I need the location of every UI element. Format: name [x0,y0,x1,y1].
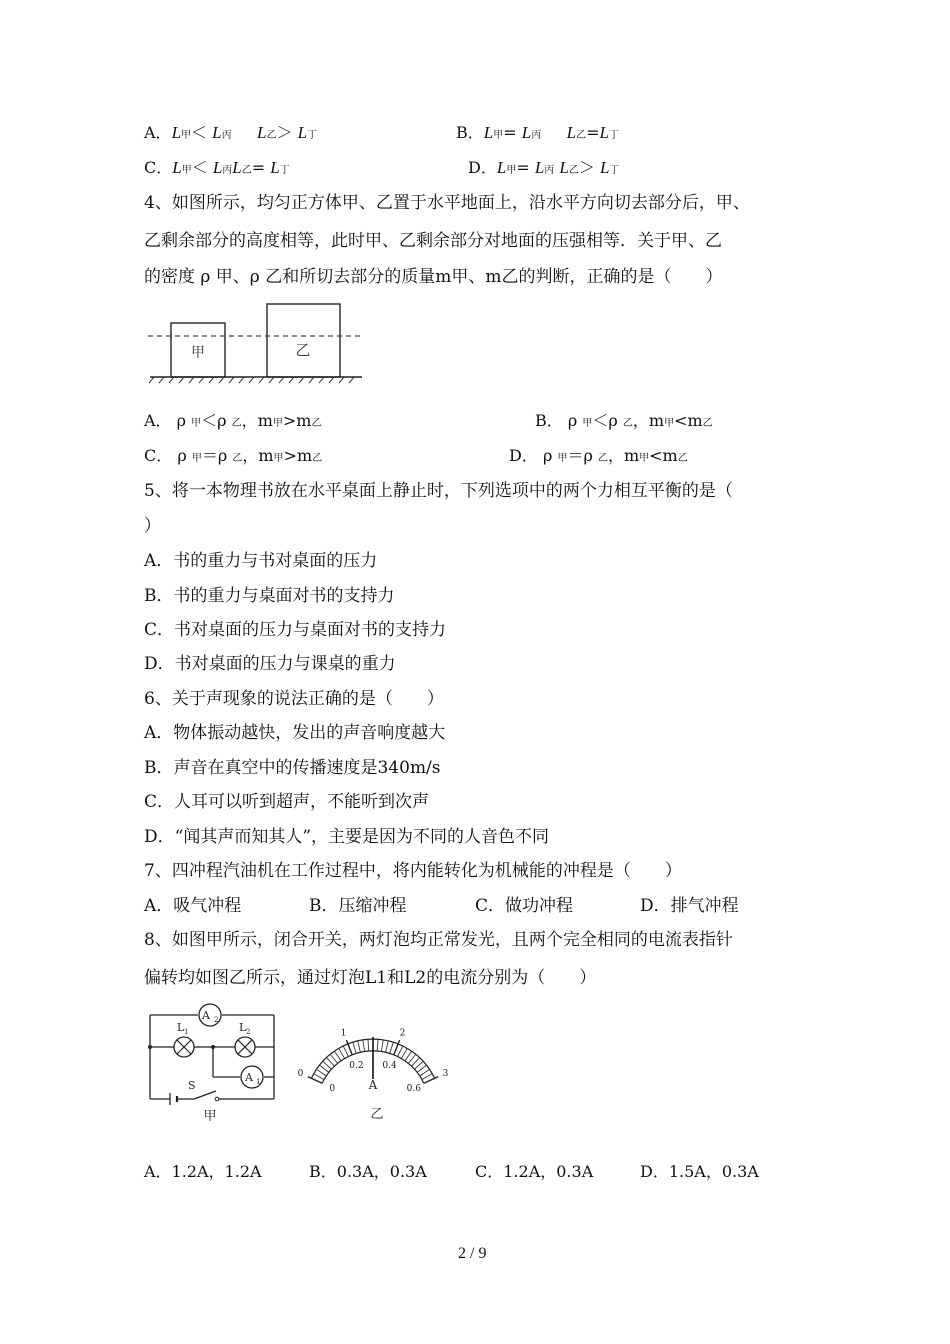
lamp-l1-label: L [177,1021,185,1034]
meter-tick [408,1054,416,1063]
meter-tick [417,1065,427,1072]
meter-tick [314,1074,325,1080]
cube-jia-label: 甲 [191,345,205,361]
svg-text:1: 1 [256,1078,261,1086]
q4-stem-line2: 乙剩余部分的高度相等，此时甲、乙剩余部分对地面的压强相等．关于甲、乙 [144,231,722,251]
meter-tick [343,1046,348,1057]
q5-option-c: C．书对桌面的压力与桌面对书的支持力 [144,620,447,640]
q8-option-a: A．1.2A，1.2A [144,1162,262,1181]
ground-hatch [149,377,354,383]
meter-tick [330,1054,338,1063]
lower-tick-label: 0.6 [406,1084,421,1094]
q3-option-a: A．L甲＜ L丙 L乙＞ L丁 [144,123,318,142]
q5-stem-line1: 5、将一本物理书放在水平桌面上静止时，下列选项中的两个力相互平衡的是（ [144,481,733,501]
q3-option-d: D．L甲= L丙 L乙＞ L丁 [468,158,620,177]
upper-tick-label: 3 [442,1069,449,1080]
q7-option-c: C．做功冲程 [475,896,574,916]
q8-option-b: B．0.3A，0.3A [309,1162,427,1181]
q8-ammeter-dial [285,1012,460,1127]
lamp-l1-sub: 1 [184,1028,189,1036]
meter-tick [358,1041,361,1053]
q4-option-c: C． ρ 甲＝ρ 乙，m甲>m乙 [144,446,323,465]
q6-option-b: B．声音在真空中的传播速度是340m/s [144,758,441,778]
q3-option-b: B．L甲= L丙 L乙=L丁 [456,123,619,142]
meter-tick [390,1042,394,1053]
q7-stem: 7、四冲程汽油机在工作过程中，将内能转化为机械能的冲程是（ ） [144,861,682,881]
circuit-caption: 甲 [203,1109,217,1124]
q6-option-d: D．“闻其声而知其人”，主要是因为不同的人音色不同 [144,827,550,847]
q7-option-a: A．吸气冲程 [144,896,242,916]
meter-tick [326,1058,334,1067]
q4-stem-line1: 4、如图所示，均匀正方体甲、乙置于水平地面上，沿水平方向切去部分后，甲、 [144,193,750,213]
upper-tick-label: 0 [297,1069,304,1080]
q4-stem-line3: 的密度 ρ 甲、ρ 乙和所切去部分的质量m甲、m乙的判断，正确的是（ ） [144,267,723,287]
lower-tick-label: 0.2 [349,1061,364,1072]
q4-option-a: A． ρ 甲＜ρ 乙，m甲>m乙 [144,411,322,430]
lamp-l1-icon [174,1037,194,1057]
meter-tick [353,1042,357,1053]
q5-option-a: A．书的重力与书对桌面的压力 [144,551,378,571]
meter-tick [401,1048,407,1058]
meter-tick [316,1069,326,1076]
ammeter-a1-icon [241,1066,263,1088]
svg-text:2: 2 [214,1016,219,1024]
q6-stem: 6、关于声现象的说法正确的是（ ） [144,689,444,709]
svg-text:A: A [245,1071,253,1084]
meter-tick [398,1046,403,1057]
lamp-l2-icon [235,1037,255,1057]
lamp-l2-label: L [239,1021,247,1034]
meter-tick [319,1065,329,1072]
meter-tick [422,1074,433,1080]
meter-tick [386,1041,389,1053]
q8-option-d: D．1.5A，0.3A [640,1162,759,1181]
q8-stem-line1: 8、如图甲所示，闭合开关，两灯泡均正常发光，且两个完全相同的电流表指针 [144,930,733,950]
meter-caption: 乙 [370,1107,384,1122]
q4-option-d: D． ρ 甲＝ρ 乙，m甲<m乙 [509,446,688,465]
meter-tick [363,1040,365,1052]
meter-tick [323,1061,332,1069]
ammeter-a2-icon [199,1004,221,1026]
upper-tick-label: 1 [340,1028,347,1039]
q4-option-b: B． ρ 甲＜ρ 乙，m甲<m乙 [535,411,713,430]
meter-tick [414,1061,423,1069]
meter-tick [377,1039,378,1051]
lower-tick-label: 0 [329,1084,336,1094]
switch-label: S [188,1079,196,1092]
meter-tick [368,1039,369,1051]
svg-text:A: A [202,1009,210,1022]
q4-cubes-figure [140,300,380,390]
meter-tick [420,1069,430,1076]
q3-option-c: C．L甲＜ L丙L乙= L丁 [144,158,290,177]
q7-option-d: D．排气冲程 [640,896,739,916]
meter-tick [405,1051,412,1061]
q7-option-b: B．压缩冲程 [309,896,407,916]
meter-tick [339,1048,345,1058]
q8-option-c: C．1.2A，0.3A [475,1162,594,1181]
meter-tick [334,1051,341,1061]
page-number: 2 / 9 [458,1245,487,1262]
q8-circuit-diagram [140,1005,290,1125]
q5-option-d: D．书对桌面的压力与课桌的重力 [144,654,396,674]
q5-stem-line2: ） [144,516,161,536]
q6-option-a: A．物体振动越快，发出的声音响度越大 [144,723,446,743]
upper-tick-label: 2 [399,1028,406,1039]
meter-tick [381,1040,383,1052]
lower-tick-label: 0.4 [382,1061,397,1072]
lamp-l2-sub: 2 [246,1028,251,1036]
meter-tick [411,1058,419,1067]
q5-option-b: B．书的重力与桌面对书的支持力 [144,586,395,606]
meter-unit-label: A [368,1078,378,1092]
q6-option-c: C．人耳可以听到超声，不能听到次声 [144,792,430,812]
q8-stem-line2: 偏转均如图乙所示，通过灯泡L1和L2的电流分别为（ ） [144,968,597,988]
cube-yi-label: 乙 [295,341,311,359]
